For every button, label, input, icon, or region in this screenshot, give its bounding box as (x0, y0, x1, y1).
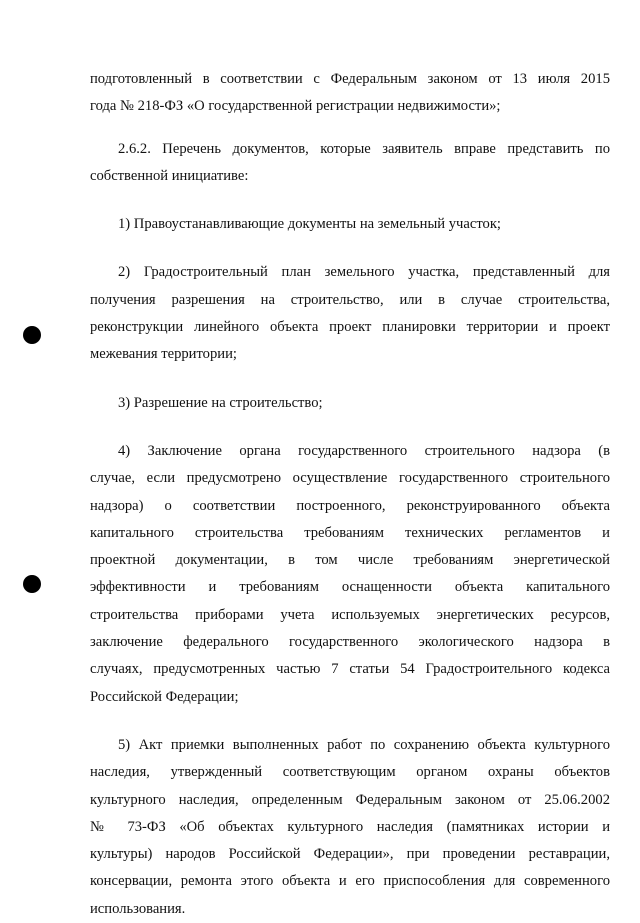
text-line: случаях, предусмотренных частью 7 статьи 54 Градостроительного кодекса (90, 661, 610, 678)
punch-hole-mark (23, 326, 41, 344)
list-item-2 (90, 259, 610, 368)
text-line: заключение федерального государственного экологического надзора в (90, 634, 610, 651)
text-line: случае, если предусмотрено осуществление государственного строительного (90, 470, 610, 487)
list-item-3 (90, 390, 610, 417)
text-line: 5) Акт приемки выполненных работ по сохранению объекта культурного (118, 736, 610, 753)
text-line: 3) Разрешение на строительство; (118, 394, 323, 411)
text-line: 4) Заключение органа государственного строительного надзора (в (118, 442, 610, 459)
text-line: 2) Градостроительный план земельного участка, представленный для (118, 264, 610, 281)
list-item-1 (90, 211, 610, 238)
text-line: № 73-ФЗ «Об объектах культурного наследия (памятниках истории и (90, 818, 610, 835)
text-line: использования. (90, 900, 186, 917)
text-line: года № 218-ФЗ «О государственной регистрации недвижимости»; (90, 98, 501, 115)
text-line: консервации, ремонта этого объекта и его приспособления для современного (90, 873, 610, 890)
text-line: межевания территории; (90, 346, 237, 363)
punch-hole-mark (23, 575, 41, 593)
list-item-5 (90, 732, 610, 923)
paragraph-section-2-6-2 (90, 136, 610, 191)
text-line: капитального строительства требованиям технических регламентов и (90, 524, 610, 541)
text-line: реконструкции линейного объекта проект планировки территории и проект (90, 319, 610, 336)
text-line: проектной документации, в том числе требованиям энергетической (90, 552, 610, 569)
text-line: получения разрешения на строительство, или в случае строительства, (90, 291, 610, 308)
list-item-4 (90, 438, 610, 711)
text-line: культурного наследия, определенным Федеральным законом от 25.06.2002 (90, 791, 610, 808)
paragraph-continuation (90, 66, 610, 121)
text-line: Российской Федерации; (90, 688, 239, 705)
text-line: 2.6.2. Перечень документов, которые заявитель вправе представить по (118, 140, 610, 157)
text-line: наследия, утвержденный соответствующим органом охраны объектов (90, 764, 610, 781)
text-line: строительства приборами учета используемых энергетических ресурсов, (90, 606, 610, 623)
text-line: эффективности и требованиям оснащенности объекта капитального (90, 579, 610, 596)
document-body (90, 66, 610, 923)
text-line: культуры) народов Российской Федерации», при проведении реставрации, (90, 846, 610, 863)
text-line: 1) Правоустанавливающие документы на земельный участок; (118, 216, 501, 233)
text-line: собственной инициативе: (90, 167, 249, 184)
text-line: надзора) о соответствии построенного, реконструированного объекта (90, 497, 610, 514)
text-line: подготовленный в соответствии с Федеральным законом от 13 июля 2015 (90, 71, 610, 87)
